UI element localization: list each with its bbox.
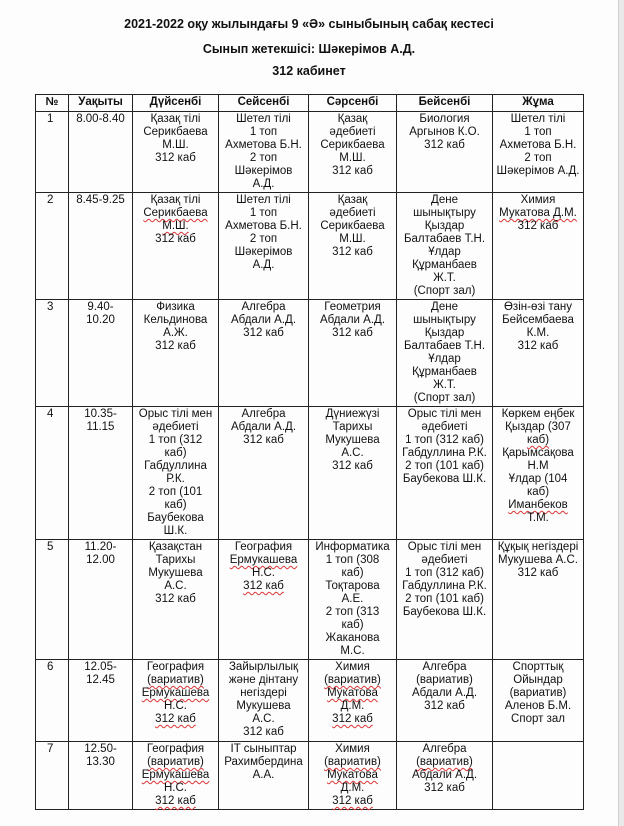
col-header-time: Уақыты <box>69 95 133 112</box>
spellcheck-mark: Мукатова <box>327 769 378 781</box>
lesson-line: А.С. <box>164 580 187 592</box>
lesson-line: Абдали А.Д. <box>411 687 478 699</box>
lesson-cell-wednesday <box>309 407 397 540</box>
lesson-line: Шәкерімов А.Д. <box>496 165 580 177</box>
lesson-line: 312 каб <box>424 139 465 151</box>
col-header-tuesday: Сейсенбі <box>219 95 309 112</box>
lesson-line <box>399 756 490 769</box>
lesson-time-cell <box>69 742 133 810</box>
lesson-line: Физика <box>156 301 195 313</box>
lesson-line: Габдуллина Р.К. <box>402 580 487 592</box>
lesson-cell-thursday <box>397 193 493 300</box>
lesson-line: және дінтану <box>228 674 299 686</box>
lesson-line: (Спорт зал) <box>413 392 476 404</box>
lesson-line: Қазақ <box>337 194 368 206</box>
lesson-cell-wednesday <box>309 540 397 660</box>
lesson-cell-monday <box>133 742 219 810</box>
lesson-line: Алгебра <box>422 743 467 755</box>
lesson-line <box>221 580 306 593</box>
lesson-line: Құқық негіздері <box>497 541 579 553</box>
lesson-cell-tuesday <box>219 660 309 742</box>
lesson-time-cell <box>69 407 133 540</box>
col-header-number: № <box>36 95 69 112</box>
lesson-line: Тоқтарова <box>325 580 380 592</box>
lesson-line: 1 топ (308 <box>325 554 380 566</box>
lesson-line: Ж.Т. <box>433 379 456 391</box>
lesson-line: Қазақ <box>337 113 368 125</box>
lesson-line: А.Е. <box>341 593 364 605</box>
lesson-line <box>135 795 216 808</box>
lesson-line: Серикбаева <box>320 139 385 151</box>
lesson-line: Ахметова Б.Н. <box>499 139 577 151</box>
lesson-line: Зайырлылық <box>228 661 299 673</box>
spellcheck-mark: Серикбаева <box>143 207 208 219</box>
lesson-line: әдебиеті <box>329 126 376 138</box>
lesson-line: Спорт зал <box>511 713 565 725</box>
lesson-cell-thursday <box>397 540 493 660</box>
lesson-line <box>311 756 394 769</box>
lesson-line: Ахметова Б.Н. <box>225 139 302 151</box>
lesson-line: (вариатив) <box>509 687 567 699</box>
lesson-cell-friday <box>493 742 584 810</box>
lesson-line: Ш.К. <box>163 525 188 537</box>
lesson-number-cell: 7 <box>36 742 69 810</box>
schedule-row <box>36 540 584 660</box>
lesson-line: Тарихы <box>332 421 373 433</box>
lesson-line: М.Ш. <box>162 139 189 151</box>
lesson-line: каб) <box>164 499 187 511</box>
lesson-line <box>135 207 216 220</box>
lesson-line: Құрманбаев <box>412 366 477 378</box>
lesson-line: 312 каб <box>243 434 284 446</box>
time-line: 12.00 <box>86 554 115 566</box>
lesson-line <box>135 220 216 233</box>
lesson-line: М.Ш. <box>339 152 366 164</box>
lesson-line: 2 топ (101 <box>148 486 203 498</box>
lesson-line: Мукушева <box>236 700 291 712</box>
lesson-cell-wednesday <box>309 660 397 742</box>
col-header-wednesday: Сәрсенбі <box>309 95 397 112</box>
lesson-cell-thursday <box>397 300 493 407</box>
time-line: 8.00-8.40 <box>76 113 125 125</box>
lesson-cell-monday <box>133 300 219 407</box>
lesson-line: Абдали А.Д. <box>230 314 297 326</box>
lesson-cell-friday <box>493 193 584 300</box>
lesson-line <box>311 687 394 700</box>
lesson-line: Шәкерімов <box>234 165 293 177</box>
lesson-number-cell: 2 <box>36 193 69 300</box>
lesson-line: Тарихы <box>155 554 196 566</box>
lesson-line: М.С. <box>340 645 365 657</box>
schedule-row <box>36 300 584 407</box>
schedule-row <box>36 660 584 742</box>
lesson-line: 312 каб <box>424 782 465 794</box>
lesson-line: Дене <box>431 194 458 206</box>
lesson-line: К.М. <box>526 327 550 339</box>
spellcheck-mark: Ермукашева <box>229 554 298 566</box>
lesson-line <box>135 769 216 782</box>
lesson-line: Баубекова <box>147 512 204 524</box>
lesson-line: Н.М <box>527 460 549 472</box>
time-line: 10.35- <box>84 408 117 420</box>
spellcheck-mark: 312 каб <box>332 713 373 725</box>
lesson-line: Қыздар (307 <box>505 421 571 433</box>
lesson-line <box>311 795 394 808</box>
spellcheck-mark: (вариатив) <box>324 756 381 768</box>
lesson-line: Бейсембаева <box>502 314 574 326</box>
lesson-cell-tuesday <box>219 407 309 540</box>
lesson-line: Н.С. <box>164 700 187 712</box>
lesson-line: 312 каб <box>155 233 196 245</box>
spellcheck-mark: (вариатив) <box>147 756 204 768</box>
lesson-line: 1 топ <box>524 126 552 138</box>
lesson-cell-monday <box>133 407 219 540</box>
lesson-line: 312 каб <box>424 700 465 712</box>
lesson-cell-thursday <box>397 660 493 742</box>
lesson-line <box>135 687 216 700</box>
lesson-line: Жаканова <box>325 632 380 644</box>
col-header-monday: Дүйсенбі <box>133 95 219 112</box>
lesson-time-cell <box>69 112 133 193</box>
lesson-line: Баубекова Ш.К. <box>402 606 487 618</box>
lesson-time-cell <box>69 540 133 660</box>
lesson-line: әдебиеті <box>329 207 376 219</box>
time-line: 12.45 <box>86 674 115 686</box>
lesson-line: Мукушева <box>325 434 380 446</box>
lesson-cell-thursday <box>397 407 493 540</box>
lesson-line: Дене <box>431 301 458 313</box>
lesson-line: Абдали А.Д. <box>230 421 297 433</box>
lesson-line: Орыс тілі мен <box>407 408 482 420</box>
lesson-line: 312 каб <box>332 460 373 472</box>
spellcheck-mark: Ермукашева <box>141 687 210 699</box>
lesson-line: Ұлдар <box>428 246 461 258</box>
time-line: 8.45-9.25 <box>76 194 125 206</box>
lesson-line: Химия <box>335 743 370 755</box>
lesson-line: Химия <box>335 661 370 673</box>
lesson-line: Серикбаева <box>143 126 208 138</box>
time-line: 11.15 <box>86 421 115 433</box>
lesson-line: 312 каб <box>155 593 196 605</box>
lesson-line <box>135 713 216 726</box>
spellcheck-mark: Ермукашева <box>141 769 210 781</box>
lesson-cell-friday <box>493 407 584 540</box>
lesson-cell-wednesday <box>309 193 397 300</box>
lesson-line: 312 каб <box>332 246 373 258</box>
lesson-line: Мукушева А.С. <box>498 554 578 566</box>
time-line: 13.30 <box>86 756 115 768</box>
class-teacher-line: Сынып жетекшісі: Шәкерімов А.Д. <box>202 42 416 56</box>
spellcheck-mark: 312 каб <box>155 795 196 807</box>
lesson-line <box>311 713 394 726</box>
lesson-time-cell <box>69 193 133 300</box>
lesson-line: 312 каб <box>332 165 373 177</box>
lesson-line: А.Ж. <box>163 327 188 339</box>
lesson-line: 2 топ <box>524 152 552 164</box>
lesson-line: Н.С. <box>164 782 187 794</box>
lesson-line: Абдали А.Д. <box>411 769 478 781</box>
lesson-line: А.А. <box>252 769 275 781</box>
spellcheck-mark: (вариатив) <box>147 674 204 686</box>
lesson-line: Алгебра <box>241 408 286 420</box>
lesson-line <box>311 769 394 782</box>
lesson-line: Баубекова Ш.К. <box>402 473 487 485</box>
lesson-cell-thursday <box>397 742 493 810</box>
lesson-cell-monday <box>133 660 219 742</box>
spellcheck-mark: (вариатив) <box>324 674 381 686</box>
lesson-line: Габдуллина <box>144 460 207 472</box>
lesson-line: (вариатив) <box>416 674 473 686</box>
lesson-line <box>495 207 581 220</box>
lesson-line: А.С. <box>341 447 364 459</box>
lesson-cell-wednesday <box>309 300 397 407</box>
lesson-cell-friday <box>493 300 584 407</box>
lesson-line: Ахметова Б.Н. <box>225 220 302 232</box>
lesson-line: 312 каб <box>517 567 559 579</box>
lesson-line: Д.М. <box>340 700 365 712</box>
lesson-line: Ұлдар <box>428 353 461 365</box>
lesson-line: әдебиеті <box>421 554 468 566</box>
lesson-line: Информатика <box>315 541 390 553</box>
spellcheck-mark: Мукатова Д.М. <box>499 207 577 219</box>
lesson-line: Қарымсақова <box>502 447 574 459</box>
lesson-cell-thursday <box>397 112 493 193</box>
lesson-line: Ойындар <box>513 674 563 686</box>
lesson-line: Мукушева <box>148 567 203 579</box>
time-line: 9.40- <box>87 301 114 313</box>
lesson-line: Н.С. <box>252 567 275 579</box>
lesson-number-cell: 5 <box>36 540 69 660</box>
col-header-thursday: Бейсенбі <box>397 95 493 112</box>
lesson-number-cell: 4 <box>36 407 69 540</box>
lesson-line: Ж.Т. <box>433 272 456 284</box>
lesson-line: 1 топ (312 <box>148 434 203 446</box>
lesson-cell-tuesday <box>219 193 309 300</box>
lesson-line: Химия <box>520 194 556 206</box>
lesson-line <box>311 674 394 687</box>
lesson-line <box>221 554 306 567</box>
lesson-number-cell: 3 <box>36 300 69 407</box>
schedule-table <box>35 94 584 810</box>
lesson-line: Балтабаев Т.Н. <box>403 233 486 245</box>
lesson-line: Шетел тілі <box>236 194 291 206</box>
lesson-line: Шәкерімов <box>234 246 293 258</box>
lesson-line: География <box>146 661 205 673</box>
lesson-line: Кельдинова <box>143 314 208 326</box>
lesson-line <box>135 674 216 687</box>
lesson-number-cell: 6 <box>36 660 69 742</box>
lesson-line: 2 топ (101 каб) <box>405 593 484 605</box>
lesson-line: каб) <box>341 567 364 579</box>
schedule-row <box>36 193 584 300</box>
lesson-line: 312 каб <box>332 327 373 339</box>
time-line: 11.20- <box>84 541 117 553</box>
lesson-cell-tuesday <box>219 540 309 660</box>
spellcheck-mark: 312 каб <box>243 580 284 592</box>
lesson-line: Шетел тілі <box>236 113 291 125</box>
lesson-line: Рахимбердина <box>224 756 303 768</box>
lesson-cell-wednesday <box>309 112 397 193</box>
lesson-cell-wednesday <box>309 742 397 810</box>
lesson-line: Қыздар <box>424 327 465 339</box>
lesson-cell-tuesday <box>219 742 309 810</box>
lesson-line: Габдуллина Р.К. <box>402 447 487 459</box>
lesson-line: А.С. <box>252 713 275 725</box>
lesson-line: А.Д. <box>252 259 275 271</box>
classroom-line: 312 кабинет <box>272 64 346 78</box>
lesson-line: Құрманбаев <box>412 259 477 271</box>
time-line: 10.20 <box>86 314 115 326</box>
spellcheck-mark: Иманбеков <box>508 499 568 511</box>
lesson-line: Серикбаева <box>320 220 385 232</box>
lesson-line: шынықтыру <box>413 207 476 219</box>
lesson-line: негіздері <box>240 687 287 699</box>
lesson-line: 1 топ <box>249 207 278 219</box>
lesson-number-cell: 1 <box>36 112 69 193</box>
lesson-line: Аргынов К.О. <box>409 126 480 138</box>
lesson-line: 1 топ <box>249 126 278 138</box>
lesson-line: 312 каб <box>243 327 284 339</box>
lesson-line: 2 топ <box>249 152 278 164</box>
lesson-line: Шетел тілі <box>510 113 566 125</box>
lesson-line: М.Ш. <box>339 233 366 245</box>
lesson-line: Т.М. <box>527 512 549 524</box>
lesson-line: Көркем еңбек <box>501 408 575 420</box>
lesson-line: каб) <box>526 486 550 498</box>
lesson-line: География <box>146 743 205 755</box>
schedule-row <box>36 742 584 810</box>
lesson-line: 312 каб <box>155 340 196 352</box>
lesson-line: Д.М. <box>340 782 365 794</box>
lesson-line: 1 топ (312 каб) <box>405 434 484 446</box>
lesson-line: Дүниежүзі <box>325 408 380 420</box>
lesson-line: А.Д. <box>252 178 275 190</box>
lesson-time-cell <box>69 660 133 742</box>
schedule-row <box>36 112 584 193</box>
spellcheck-mark: 312 каб <box>155 713 196 725</box>
lesson-line: әдебиеті <box>152 421 199 433</box>
lesson-line: Геометрия <box>324 301 381 313</box>
lesson-line: Алгебра <box>422 661 467 673</box>
lesson-line: Қазақ тілі <box>150 113 201 125</box>
lesson-cell-friday <box>493 112 584 193</box>
lesson-line: Қазақстан <box>148 541 203 553</box>
header-row <box>36 95 584 112</box>
lesson-line: 312 каб <box>155 152 196 164</box>
lesson-cell-friday <box>493 660 584 742</box>
lesson-line: 2 топ <box>249 233 278 245</box>
lesson-line: Биология <box>419 113 470 125</box>
time-line: 12.05- <box>84 661 117 673</box>
lesson-line: IT сыныптар <box>230 743 297 755</box>
document-title: 2021-2022 оқу жылындағы 9 «Ә» сыныбының сабақ кестесі <box>124 17 494 31</box>
lesson-line: Р.К. <box>166 473 185 485</box>
lesson-line <box>135 756 216 769</box>
lesson-line: 312 каб <box>243 726 284 738</box>
lesson-line: Орыс тілі мен <box>138 408 213 420</box>
lesson-line: 2 топ (313 <box>325 606 380 618</box>
lesson-time-cell <box>69 300 133 407</box>
lesson-line: шынықтыру <box>413 314 476 326</box>
lesson-line: 312 каб <box>517 340 559 352</box>
spellcheck-mark: (вариатив) <box>416 756 473 768</box>
lesson-line: Аленов Б.М. <box>504 700 572 712</box>
lesson-line: Балтабаев Т.Н. <box>403 340 486 352</box>
spellcheck-mark: каб) <box>526 434 550 446</box>
lesson-cell-tuesday <box>219 112 309 193</box>
lesson-line: (Спорт зал) <box>413 285 476 297</box>
lesson-line: каб) <box>164 447 187 459</box>
lesson-line: 2 топ (101 каб) <box>405 460 484 472</box>
lesson-line: Алгебра <box>241 301 286 313</box>
lesson-line: Қазақ тілі <box>150 194 201 206</box>
lesson-cell-friday <box>493 540 584 660</box>
lesson-line: Қыздар <box>424 220 465 232</box>
lesson-cell-monday <box>133 193 219 300</box>
lesson-line: әдебиеті <box>421 421 468 433</box>
lesson-line: 1 топ (312 каб) <box>405 567 484 579</box>
lesson-line: каб) <box>341 619 364 631</box>
lesson-line: Ұлдар (104 <box>508 473 568 485</box>
spellcheck-mark: М.Ш. <box>162 220 189 232</box>
lesson-cell-tuesday <box>219 300 309 407</box>
lesson-cell-monday <box>133 540 219 660</box>
lesson-line: Абдали А.Д. <box>319 314 386 326</box>
lesson-line <box>495 434 581 447</box>
lesson-line: География <box>234 541 293 553</box>
lesson-line: 312 каб <box>517 220 559 232</box>
lesson-line: Орыс тілі мен <box>407 541 482 553</box>
spellcheck-mark: Мукатова <box>327 687 378 699</box>
col-header-friday: Жұма <box>493 95 584 112</box>
time-line: 12.50- <box>84 743 117 755</box>
lesson-line: Спорттық <box>512 661 564 673</box>
schedule-row <box>36 407 584 540</box>
lesson-line <box>495 499 581 512</box>
spellcheck-mark: 312 каб <box>332 795 373 807</box>
lesson-line: Өзін-өзі тану <box>503 301 572 313</box>
lesson-cell-monday <box>133 112 219 193</box>
